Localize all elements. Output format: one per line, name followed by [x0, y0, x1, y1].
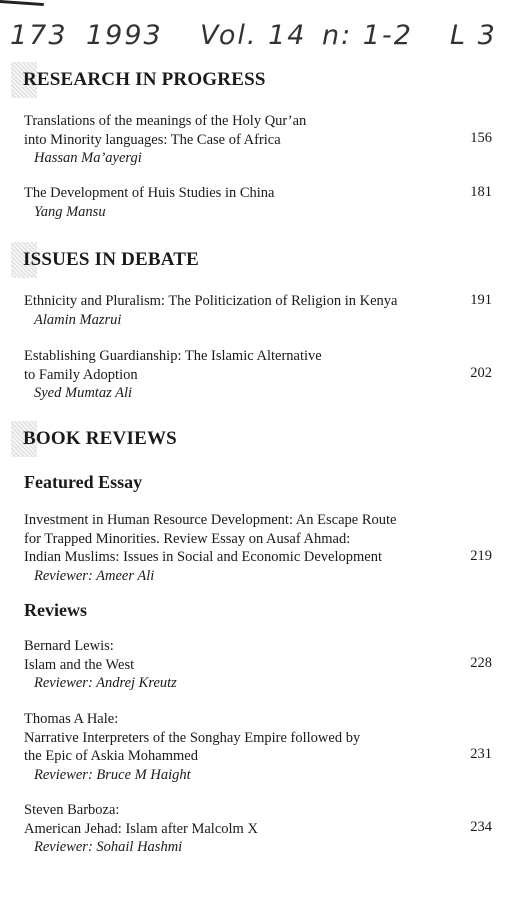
entry-page-number: 191 [470, 292, 492, 308]
entry-page-number: 156 [470, 130, 492, 146]
entry-title-line: Thomas A Hale: [24, 711, 119, 727]
handwritten-code: L 3 [450, 20, 497, 51]
section-heading-debate [11, 242, 199, 278]
entry-title-line: Indian Muslims: Issues in Social and Economic Development [24, 549, 383, 565]
entry-page-number: 231 [470, 746, 492, 762]
toc-entry [24, 112, 494, 168]
section-heading-reviews [11, 421, 177, 457]
entry-title-line: the Epic of Askia Mohammed [24, 748, 198, 764]
section-title: RESEARCH IN PROGRESS [23, 69, 266, 90]
subheading-reviews: Reviews [24, 600, 87, 620]
subheading-featured-essay: Featured Essay [24, 472, 143, 492]
entry-reviewer: Reviewer: Sohail Hashmi [34, 839, 183, 855]
section-title: ISSUES IN DEBATE [23, 249, 200, 270]
entry-page-number: 228 [470, 655, 492, 671]
entry-title-line: Establishing Guardianship: The Islamic Alternative [24, 348, 322, 364]
entry-page-number: 202 [470, 365, 492, 381]
section-title: BOOK REVIEWS [23, 428, 177, 449]
entry-page-number: 234 [470, 819, 492, 835]
entry-title-line: Islam and the West [24, 656, 135, 673]
entry-title-line: to Family Adoption [24, 366, 138, 383]
entry-author: Hassan Ma’ayergi [34, 150, 142, 166]
entry-title-line: Ethnicity and Pluralism: The Politicization of Religion in Kenya [24, 293, 398, 309]
handwritten-issue: n: 1-2 [322, 20, 413, 51]
entry-title-line: for Trapped Minorities. Review Essay on Ausaf Ahmad: [24, 530, 351, 547]
toc-entry [24, 184, 494, 221]
toc-entry [24, 511, 494, 585]
toc-entry [24, 710, 494, 784]
entry-reviewer: Reviewer: Ameer Ali [34, 567, 155, 584]
entry-title-line: into Minority languages: The Case of Africa [24, 131, 281, 148]
toc-entry [24, 637, 494, 693]
handwritten-volume: Vol. 14 [200, 20, 307, 51]
entry-title-line: Investment in Human Resource Development: An Escape Route [24, 512, 397, 528]
entry-title-line: Steven Barboza: [24, 802, 120, 818]
entry-page-number: 181 [470, 184, 492, 200]
corner-pen-mark [0, 0, 44, 6]
entry-reviewer: Reviewer: Andrej Kreutz [34, 675, 177, 691]
entry-title-line: The Development of Huis Studies in China [24, 185, 275, 201]
handwritten-year: 1993 [86, 20, 163, 51]
entry-title-line: Translations of the meanings of the Holy Qur’an [24, 113, 307, 129]
section-heading-research [11, 62, 266, 98]
entry-author: Alamin Mazrui [34, 311, 122, 328]
entry-reviewer: Reviewer: Bruce M Haight [34, 766, 191, 783]
handwritten-annotation [10, 20, 510, 60]
toc-entry [24, 801, 494, 857]
handwritten-number: 173 [10, 20, 68, 51]
entry-author: Syed Mumtaz Ali [34, 385, 132, 401]
toc-entry [24, 292, 494, 329]
entry-title-line: American Jehad: Islam after Malcolm X [24, 820, 258, 837]
entry-page-number: 219 [470, 548, 492, 564]
entry-author: Yang Mansu [34, 203, 106, 220]
entry-title-line: Bernard Lewis: [24, 638, 114, 654]
toc-entry [24, 347, 494, 403]
entry-title-line: Narrative Interpreters of the Songhay Empire followed by [24, 729, 361, 746]
